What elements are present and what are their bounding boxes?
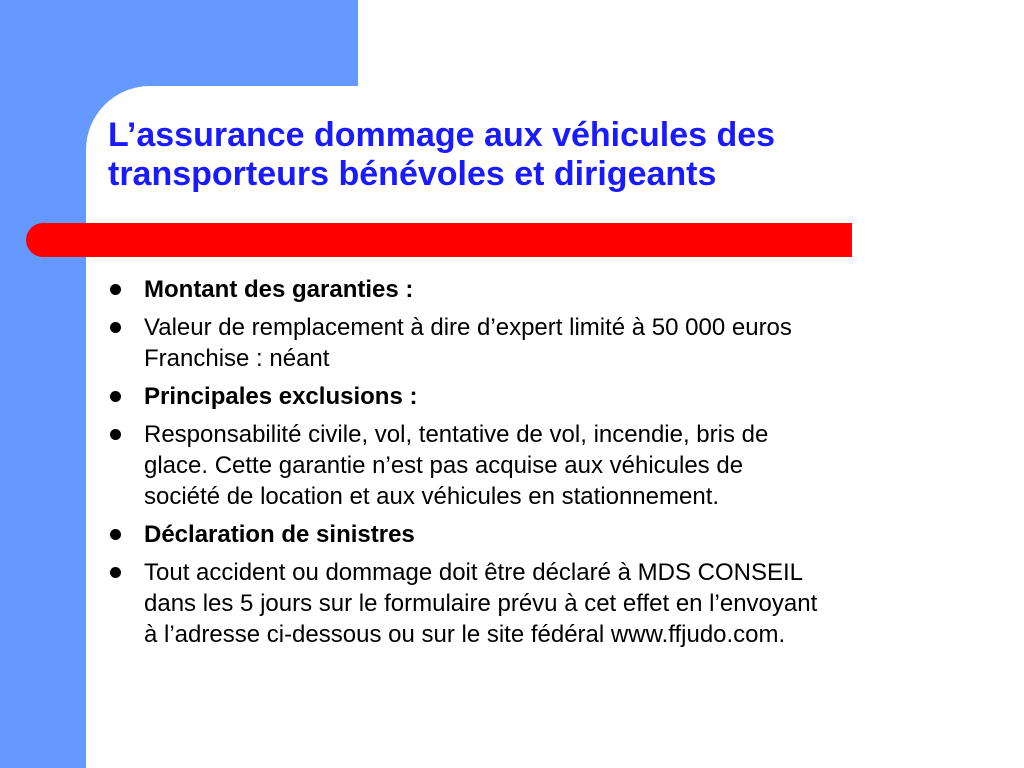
slide-title-line-1: L’assurance dommage aux véhicules des [108,116,776,154]
bullet-text-line: à l’adresse ci-dessous ou sur le site fédéral www.ffjudo.com. [144,621,786,648]
bullet-text-line: Montant des garanties : [144,276,414,303]
slide-title [108,116,988,194]
bullet-item-montant-heading [106,274,966,305]
bullet-text-line: Déclaration de sinistres [144,521,415,548]
bullet-item-declaration-heading [106,519,966,550]
bullet-text-line: glace. Cette garantie n’est pas acquise aux véhicules de [144,452,744,479]
bullet-text-line: Franchise : néant [144,345,330,372]
bullet-list [106,274,966,657]
bullet-text-line: dans les 5 jours sur le formulaire prévu à cet effet en l’envoyant [144,590,818,617]
bullet-text-line: Tout accident ou dommage doit être déclaré à MDS CONSEIL [144,559,803,586]
bullet-text-line: société de location et aux véhicules en stationnement. [144,483,720,510]
bullet-dot-icon [110,284,121,295]
slide-title-line-2: transporteurs bénévoles et dirigeants [108,155,717,193]
bullet-item-accident [106,557,966,650]
bullet-text-line: Valeur de remplacement à dire d’expert limité à 50 000 euros [144,314,792,341]
bullet-dot-icon [110,429,121,440]
bullet-text-line: Principales exclusions : [144,383,418,410]
bullet-item-responsabilite [106,419,966,512]
bullet-dot-icon [110,529,121,540]
bullet-text-line: Responsabilité civile, vol, tentative de vol, incendie, bris de [144,421,769,448]
red-divider-bar [26,223,852,257]
bullet-dot-icon [110,567,121,578]
bullet-item-exclusions-heading [106,381,966,412]
bullet-dot-icon [110,322,121,333]
bullet-item-valeur [106,312,966,374]
bullet-dot-icon [110,391,121,402]
